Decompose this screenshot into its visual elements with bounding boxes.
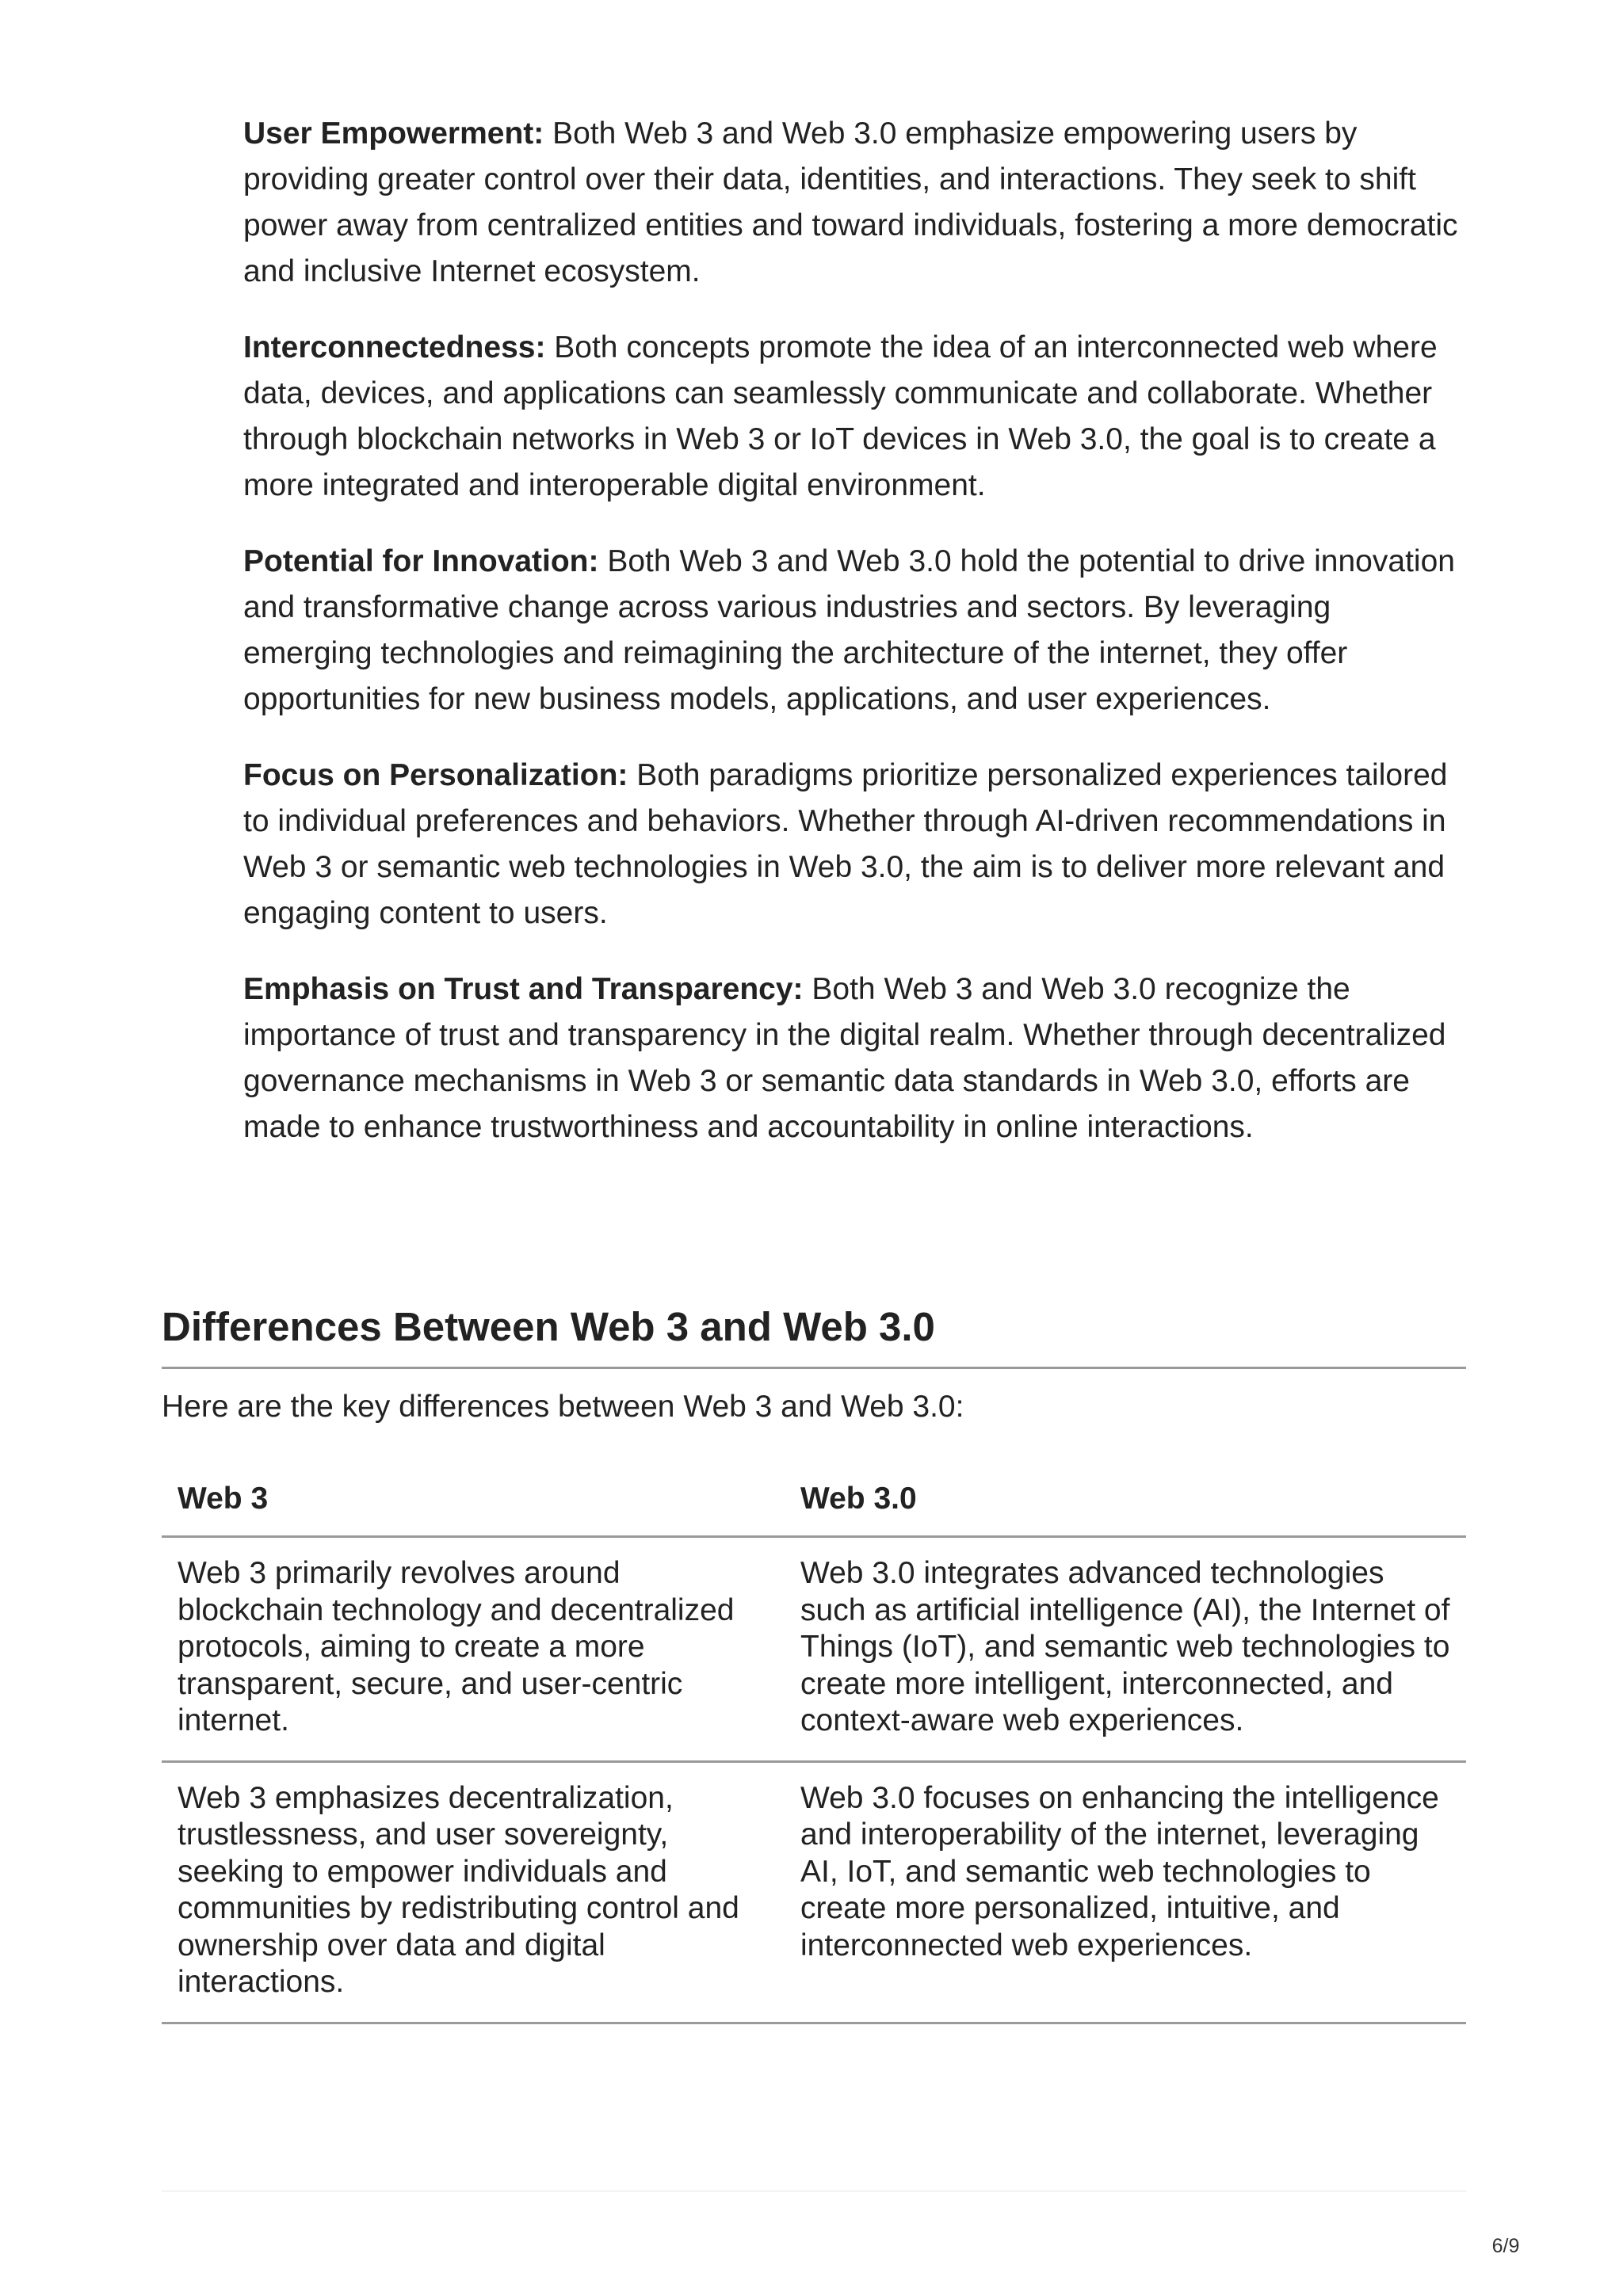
point-term: Emphasis on Trust and Transparency: [243,972,804,1006]
table-cell: Web 3.0 integrates advanced technologies such as artificial intelligence (AI), the Internet of Things (IoT), and semantic web technologies to create more intelligent, interconnected, and context-aware web experiences. [785,1537,1466,1762]
similarities-list [243,111,1464,1180]
column-header-web3-0: Web 3.0 [785,1467,1466,1537]
point-term: Potential for Innovation: [243,544,599,578]
table-cell: Web 3 emphasizes decentralization, trustlessness, and user sovereignty, seeking to empower individuals and communities by redistributing control and ownership over data and digital interactions. [162,1761,785,2023]
page-number: 6/9 [1491,2235,1520,2257]
section-intro: Here are the key differences between Web 3 and Web 3.0: [162,1390,964,1424]
point-term: Interconnectedness: [243,330,546,364]
heading-divider [162,1367,1466,1369]
point-user-empowerment [243,111,1464,295]
differences-table [162,1467,1466,2024]
section-heading: Differences Between Web 3 and Web 3.0 [162,1304,935,1349]
table-header-row [162,1467,1466,1537]
column-header-web3: Web 3 [162,1467,785,1537]
point-text: Both Web 3 and Web 3.0 emphasize empowering users by providing greater control over their data, identities, and interactions. They seek to shift power away from centralized entities and toward individuals, fostering a more democratic and inclusive Internet ecosystem. [243,116,1458,288]
point-focus-on-personalization [243,753,1464,936]
point-interconnectedness [243,325,1464,509]
table-cell: Web 3.0 focuses on enhancing the intelligence and interoperability of the internet, leveraging AI, IoT, and semantic web technologies to create more personalized, intuitive, and interconnected web experiences. [785,1761,1466,2023]
point-text: Both Web 3 and Web 3.0 hold the potential to drive innovation and transformative change across various industries and sectors. By leveraging emerging technologies and reimagining the architecture of the internet, they offer opportunities for new business models, applications, and user experiences. [243,544,1455,716]
point-term: Focus on Personalization: [243,758,628,792]
point-text: Both concepts promote the idea of an interconnected web where data, devices, and applications can seamlessly communicate and collaborate. Whether through blockchain networks in Web 3 or IoT devices in Web 3.0, the goal is to create a more integrated and interoperable digital environment. [243,330,1438,502]
point-trust-and-transparency [243,967,1464,1150]
point-term: User Empowerment: [243,116,544,151]
point-text: Both paradigms prioritize personalized experiences tailored to individual preferences and behaviors. Whether through AI-driven recommendations in Web 3 or semantic web technologies in Web 3.0, the aim is to deliver more relevant and engaging content to users. [243,758,1448,930]
point-potential-for-innovation [243,539,1464,723]
table-row [162,1537,1466,1762]
table-cell: Web 3 primarily revolves around blockchain technology and decentralized protocols, aiming to create a more transparent, secure, and user-centric internet. [162,1537,785,1762]
table-row [162,1761,1466,2023]
point-text: Both Web 3 and Web 3.0 recognize the importance of trust and transparency in the digital realm. Whether through decentralized governance mechanisms in Web 3 or semantic data standards in Web 3.0, efforts are made to enhance trustworthiness and accountability in online interactions. [243,972,1446,1144]
